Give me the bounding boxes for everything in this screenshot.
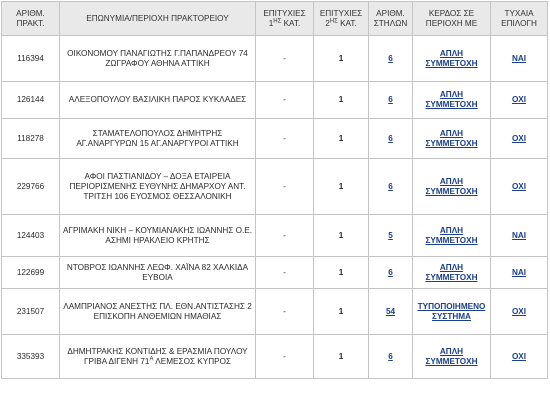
second-category-wins: 1 — [314, 257, 369, 289]
random-link[interactable]: ΝΑΙ — [511, 230, 527, 240]
random-cell — [491, 119, 548, 159]
columns-link[interactable]: 6 — [388, 133, 393, 143]
columns-link[interactable]: 54 — [385, 306, 396, 316]
second-category-wins: 1 — [314, 36, 369, 82]
header-name: ΕΠΩΝΥΜΙΑ/ΠΕΡΙΟΧΗ ΠΡΑΚΤΟΡΕΙΟΥ — [60, 2, 256, 36]
random-cell — [491, 215, 548, 257]
columns-link[interactable]: 6 — [388, 181, 393, 191]
profit-cell — [413, 36, 491, 82]
columns-cell — [369, 215, 413, 257]
random-link[interactable]: ΟΧΙ — [511, 133, 527, 143]
agent-name: ΟΙΚΟΝΟΜΟΥ ΠΑΝΑΓΙΩΤΗΣ Γ.ΠΑΠΑΝΔΡΕΟΥ 74 ΖΩΓΡΑΦΟΥ ΑΘΗΝΑ ΑΤΤΙΚΗ — [60, 36, 256, 82]
profit-link[interactable]: ΑΠΛΗ ΣΥΜΜΕΤΟΧΗ — [425, 90, 478, 109]
profit-cell — [413, 82, 491, 119]
header-profit: ΚΕΡΔΟΣ ΣΕ ΠΕΡΙΟΧΗ ΜΕ — [413, 2, 491, 36]
second-category-wins: 1 — [314, 82, 369, 119]
table-row — [2, 159, 548, 215]
table-row — [2, 215, 548, 257]
agent-name: ΝΤΟΒΡΟΣ ΙΩΑΝΝΗΣ ΛΕΩΦ. ΧΑΪΝΑ 82 ΧΑΛΚΙΔΑ ΕΥΒΟΙΑ — [60, 257, 256, 289]
first-category-wins: - — [256, 159, 314, 215]
header-second-category: ΕΠΙΤΥΧΙΕΣ $2^{H\Sigma}$ ΚΑΤ. — [314, 2, 369, 36]
random-cell — [491, 289, 548, 335]
header-random: ΤΥΧΑΙΑ ΕΠΙΛΟΓΗ — [491, 2, 548, 36]
random-cell — [491, 257, 548, 289]
table-row — [2, 82, 548, 119]
header-code: ΑΡΙΘΜ. ΠΡΑΚΤ. — [2, 2, 60, 36]
random-cell — [491, 36, 548, 82]
agent-code: 231507 — [2, 289, 60, 335]
profit-cell — [413, 119, 491, 159]
second-category-wins: 1 — [314, 159, 369, 215]
random-cell — [491, 82, 548, 119]
winners-table — [1, 1, 548, 379]
columns-cell — [369, 257, 413, 289]
profit-link[interactable]: ΑΠΛΗ ΣΥΜΜΕΤΟΧΗ — [425, 346, 478, 366]
first-category-wins: - — [256, 289, 314, 335]
profit-cell — [413, 335, 491, 379]
table-row — [2, 289, 548, 335]
table-row — [2, 257, 548, 289]
second-category-wins: 1 — [314, 289, 369, 335]
random-link[interactable]: ΟΧΙ — [511, 306, 527, 316]
random-cell — [491, 335, 548, 379]
agent-name: ΣΤΑΜΑΤΕΛΟΠΟΥΛΟΣ ΔΗΜΗΤΡΗΣ ΑΓ.ΑΝΑΡΓΥΡΩΝ 15 ΑΓ.ΑΝΑΡΓΥΡΟΙ ΑΤΤΙΚΗ — [60, 119, 256, 159]
columns-cell — [369, 159, 413, 215]
first-category-wins: - — [256, 119, 314, 159]
table-row — [2, 36, 548, 82]
profit-link[interactable]: ΑΠΛΗ ΣΥΜΜΕΤΟΧΗ — [425, 225, 478, 245]
table-row — [2, 119, 548, 159]
agent-name: ΔΗΜΗΤΡΑΚΗΣ ΚΟΝΤΙΔΗΣ & ΕΡΑΣΜΙΑ ΠΟΥΛΟΥ ΓΡΙΒΑ ΔΙΓΕΝΗ $71^A$ ΛΕΜΕΣΟΣ ΚΥΠΡΟΣ — [60, 335, 256, 379]
agent-code: 229766 — [2, 159, 60, 215]
profit-link[interactable]: ΑΠΛΗ ΣΥΜΜΕΤΟΧΗ — [425, 262, 478, 282]
columns-cell — [369, 335, 413, 379]
columns-cell — [369, 82, 413, 119]
header-first-category: ΕΠΙΤΥΧΙΕΣ $1^{H\Sigma}$ ΚΑΤ. — [256, 2, 314, 36]
agent-code: 335393 — [2, 335, 60, 379]
random-link[interactable]: ΟΧΙ — [511, 351, 527, 361]
columns-link[interactable]: 5 — [388, 230, 393, 240]
profit-link[interactable]: ΤΥΠΟΠΟΙΗΜΕΝΟ ΣΥΣΤΗΜΑ — [417, 301, 486, 321]
second-category-wins: 1 — [314, 335, 369, 379]
agent-code: 116394 — [2, 36, 60, 82]
profit-cell — [413, 257, 491, 289]
table-row — [2, 335, 548, 379]
agent-code: 124403 — [2, 215, 60, 257]
agent-code: 118278 — [2, 119, 60, 159]
profit-link[interactable]: ΑΠΛΗ ΣΥΜΜΕΤΟΧΗ — [425, 48, 478, 68]
first-category-wins: - — [256, 215, 314, 257]
header-row — [2, 2, 548, 36]
first-category-wins: - — [256, 257, 314, 289]
columns-cell — [369, 36, 413, 82]
random-link[interactable]: ΟΧΙ — [511, 181, 527, 191]
columns-link[interactable]: 6 — [388, 267, 393, 277]
profit-cell — [413, 215, 491, 257]
agent-name: ΛΑΜΠΡΙΑΝΟΣ ΑΝΕΣΤΗΣ ΠΛ. ΕΘΝ.ΑΝΤΙΣΤΑΣΗΣ 2 ΕΠΙΣΚΟΠΗ ΑΝΘΕΜΙΩΝ ΗΜΑΘΙΑΣ — [60, 289, 256, 335]
profit-link[interactable]: ΑΠΛΗ ΣΥΜΜΕΤΟΧΗ — [425, 176, 478, 196]
profit-cell — [413, 289, 491, 335]
columns-link[interactable]: 6 — [388, 95, 393, 104]
random-cell — [491, 159, 548, 215]
random-link[interactable]: ΝΑΙ — [511, 267, 527, 277]
agent-name: ΑΛΕΞΟΠΟΥΛΟΥ ΒΑΣΙΛΙΚΗ ΠΑΡΟΣ ΚΥΚΛΑΔΕΣ — [60, 82, 256, 119]
columns-link[interactable]: 6 — [388, 351, 393, 361]
profit-link[interactable]: ΑΠΛΗ ΣΥΜΜΕΤΟΧΗ — [425, 128, 478, 148]
first-category-wins: - — [256, 82, 314, 119]
second-category-wins: 1 — [314, 119, 369, 159]
second-category-wins: 1 — [314, 215, 369, 257]
agent-name: ΑΓΡΙΜΑΚΗ ΝΙΚΗ – ΚΟΥΜΙΑΝΑΚΗΣ ΙΩΑΝΝΗΣ Ο.Ε. ΑΣΗΜΙ ΗΡΑΚΛΕΙΟ ΚΡΗΤΗΣ — [60, 215, 256, 257]
agent-code: 126144 — [2, 82, 60, 119]
first-category-wins: - — [256, 335, 314, 379]
profit-cell — [413, 159, 491, 215]
first-category-wins: - — [256, 36, 314, 82]
columns-cell — [369, 289, 413, 335]
columns-link[interactable]: 6 — [388, 53, 393, 63]
random-link[interactable]: ΟΧΙ — [511, 95, 527, 104]
columns-cell — [369, 119, 413, 159]
agent-name: ΑΦΟΙ ΠΑΣΤΙΑΝΙΔΟΥ – ΔΟΞΑ ΕΤΑΙΡΕΙΑ ΠΕΡΙΟΡΙΣΜΕΝΗΣ ΕΥΘΥΝΗΣ ΔΗΜΑΡΧΟΥ ΑΝΤ. ΤΡΙΤΣΗ 106 ΕΥΟΣΜΟΣ ΘΕΣΣΑΛΟΝΙΚΗ — [60, 159, 256, 215]
agent-code: 122699 — [2, 257, 60, 289]
random-link[interactable]: ΝΑΙ — [511, 53, 527, 63]
header-columns: ΑΡΙΘΜ. ΣΤΗΛΩΝ — [369, 2, 413, 36]
